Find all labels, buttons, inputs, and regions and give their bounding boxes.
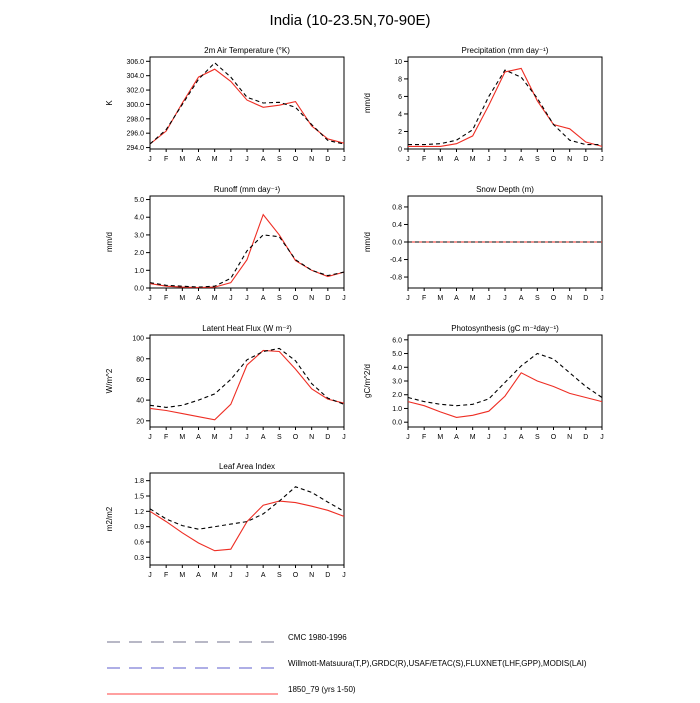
svg-text:J: J: [148, 434, 152, 441]
svg-text:F: F: [164, 156, 169, 163]
svg-text:W/m^2: W/m^2: [105, 368, 114, 394]
chart-canvas: [100, 183, 352, 307]
svg-text:0.0: 0.0: [392, 239, 402, 247]
svg-text:mm/d: mm/d: [363, 93, 372, 113]
svg-text:Photosynthesis (gC m⁻²day⁻¹): Photosynthesis (gC m⁻²day⁻¹): [451, 324, 559, 333]
svg-text:M: M: [211, 434, 218, 441]
svg-text:J: J: [487, 434, 491, 441]
svg-text:F: F: [164, 572, 169, 579]
svg-text:60: 60: [136, 376, 144, 384]
svg-text:M: M: [179, 295, 186, 302]
svg-text:2: 2: [398, 128, 402, 136]
svg-text:M: M: [179, 434, 186, 441]
svg-text:8: 8: [398, 76, 402, 84]
solid-line-swatch: [105, 685, 280, 693]
svg-text:M: M: [179, 572, 186, 579]
legend-item-1850-79: [105, 676, 587, 702]
svg-text:0.0: 0.0: [134, 285, 144, 293]
svg-text:0.9: 0.9: [134, 524, 144, 532]
svg-text:1.0: 1.0: [392, 405, 402, 413]
svg-text:J: J: [229, 572, 233, 579]
svg-text:J: J: [245, 156, 249, 163]
svg-text:J: J: [245, 572, 249, 579]
svg-text:0.8: 0.8: [392, 204, 402, 212]
svg-text:J: J: [245, 295, 249, 302]
svg-text:A: A: [518, 295, 524, 302]
svg-text:A: A: [196, 295, 201, 302]
svg-text:A: A: [260, 434, 266, 441]
svg-text:F: F: [422, 156, 427, 163]
svg-text:2m Air Temperature (°K): 2m Air Temperature (°K): [204, 46, 290, 55]
svg-text:D: D: [583, 295, 589, 302]
svg-text:mm/d: mm/d: [363, 232, 372, 252]
svg-text:6.0: 6.0: [392, 337, 402, 345]
legend: [105, 624, 587, 702]
svg-text:J: J: [406, 434, 410, 441]
svg-text:O: O: [292, 295, 299, 302]
chart-precipitation: [358, 44, 610, 168]
svg-text:N: N: [567, 156, 573, 163]
svg-text:0: 0: [398, 146, 402, 154]
svg-text:A: A: [518, 434, 524, 441]
svg-text:F: F: [164, 434, 169, 441]
svg-text:J: J: [600, 434, 604, 441]
svg-text:F: F: [422, 434, 427, 441]
svg-text:J: J: [342, 434, 346, 441]
svg-text:M: M: [437, 295, 444, 302]
svg-text:J: J: [148, 572, 152, 579]
chart-canvas: [100, 44, 352, 168]
dashed-line-swatch: [105, 659, 280, 667]
svg-text:J: J: [600, 295, 604, 302]
svg-text:J: J: [229, 434, 233, 441]
legend-label: CMC 1980-1996: [288, 632, 347, 642]
svg-text:J: J: [245, 434, 249, 441]
svg-text:F: F: [422, 295, 427, 302]
svg-text:S: S: [534, 434, 540, 441]
chart-canvas: [100, 460, 352, 584]
svg-text:1.8: 1.8: [134, 478, 144, 486]
svg-text:M: M: [469, 295, 476, 302]
svg-text:mm/d: mm/d: [105, 232, 114, 252]
svg-text:Precipitation (mm day⁻¹): Precipitation (mm day⁻¹): [461, 46, 549, 55]
svg-text:J: J: [229, 295, 233, 302]
svg-text:0.4: 0.4: [392, 221, 402, 229]
svg-text:N: N: [309, 156, 315, 163]
svg-text:4.0: 4.0: [392, 364, 402, 372]
svg-text:D: D: [325, 434, 331, 441]
svg-text:0.6: 0.6: [134, 539, 144, 547]
svg-text:N: N: [309, 572, 315, 579]
svg-text:296.0: 296.0: [126, 130, 144, 138]
svg-text:M: M: [211, 295, 218, 302]
dashed-line-swatch: [105, 633, 280, 641]
svg-text:m2/m2: m2/m2: [105, 506, 114, 532]
svg-text:A: A: [260, 295, 266, 302]
svg-text:J: J: [503, 295, 507, 302]
svg-text:M: M: [437, 156, 444, 163]
svg-text:A: A: [260, 156, 266, 163]
chart-photosynthesis: [358, 322, 610, 446]
svg-text:N: N: [309, 434, 315, 441]
svg-text:M: M: [469, 434, 476, 441]
svg-text:1.2: 1.2: [134, 508, 144, 516]
chart-runoff: [100, 183, 352, 307]
svg-text:M: M: [469, 156, 476, 163]
svg-text:O: O: [292, 572, 299, 579]
svg-text:A: A: [454, 434, 459, 441]
svg-text:1.0: 1.0: [134, 267, 144, 275]
svg-text:Snow Depth (m): Snow Depth (m): [476, 185, 534, 194]
svg-text:J: J: [487, 295, 491, 302]
svg-text:K: K: [105, 100, 114, 106]
svg-text:M: M: [211, 572, 218, 579]
legend-item-cmc: [105, 624, 587, 650]
svg-text:294.0: 294.0: [126, 145, 144, 153]
svg-text:A: A: [196, 156, 201, 163]
svg-text:M: M: [437, 434, 444, 441]
svg-text:gC/m^2/d: gC/m^2/d: [363, 364, 372, 398]
svg-text:D: D: [583, 156, 589, 163]
legend-item-willmott: [105, 650, 587, 676]
svg-text:N: N: [567, 434, 573, 441]
svg-text:0.3: 0.3: [134, 554, 144, 562]
svg-text:J: J: [342, 156, 346, 163]
svg-text:10: 10: [394, 58, 402, 66]
svg-text:J: J: [487, 156, 491, 163]
svg-text:J: J: [406, 156, 410, 163]
chart-leaf-area-index: [100, 460, 352, 584]
svg-text:40: 40: [136, 397, 144, 405]
svg-text:2.0: 2.0: [392, 392, 402, 400]
svg-text:J: J: [342, 295, 346, 302]
svg-text:Latent Heat Flux (W m⁻²): Latent Heat Flux (W m⁻²): [202, 324, 292, 333]
svg-text:S: S: [276, 156, 282, 163]
svg-text:Leaf Area Index: Leaf Area Index: [218, 462, 276, 471]
svg-text:5.0: 5.0: [134, 197, 144, 205]
svg-text:N: N: [309, 295, 315, 302]
svg-text:S: S: [534, 156, 540, 163]
svg-text:D: D: [583, 434, 589, 441]
svg-text:100: 100: [132, 335, 144, 343]
svg-text:D: D: [325, 572, 331, 579]
svg-text:J: J: [148, 156, 152, 163]
svg-text:A: A: [196, 572, 201, 579]
svg-text:4.0: 4.0: [134, 214, 144, 222]
svg-text:-0.4: -0.4: [389, 257, 402, 265]
svg-text:J: J: [342, 572, 346, 579]
svg-text:M: M: [179, 156, 186, 163]
svg-text:4: 4: [398, 111, 402, 119]
chart-canvas: [100, 322, 352, 446]
svg-text:A: A: [454, 156, 459, 163]
svg-text:304.0: 304.0: [126, 73, 144, 81]
svg-text:J: J: [503, 434, 507, 441]
svg-text:D: D: [325, 295, 331, 302]
page-title: India (10-23.5N,70-90E): [269, 12, 431, 29]
legend-label: Willmott-Matsuura(T,P),GRDC(R),USAF/ETAC(S),FLUXNET(LHF,GPP),MODIS(LAI): [288, 658, 587, 668]
svg-text:3.0: 3.0: [134, 232, 144, 240]
svg-text:O: O: [550, 295, 557, 302]
svg-text:Runoff (mm day⁻¹): Runoff (mm day⁻¹): [213, 185, 281, 194]
svg-text:3.0: 3.0: [392, 378, 402, 386]
chart-canvas: [358, 322, 610, 446]
svg-text:S: S: [534, 295, 540, 302]
svg-text:J: J: [229, 156, 233, 163]
svg-text:A: A: [260, 572, 266, 579]
svg-text:302.0: 302.0: [126, 87, 144, 95]
svg-text:O: O: [292, 434, 299, 441]
svg-text:-0.8: -0.8: [389, 274, 402, 282]
chart-canvas: [358, 44, 610, 168]
chart-canvas: [358, 183, 610, 307]
svg-text:J: J: [406, 295, 410, 302]
svg-text:20: 20: [136, 418, 144, 426]
svg-text:2.0: 2.0: [134, 250, 144, 258]
svg-text:5.0: 5.0: [392, 351, 402, 359]
svg-text:A: A: [518, 156, 524, 163]
svg-text:1.5: 1.5: [134, 493, 144, 501]
svg-text:S: S: [276, 572, 282, 579]
svg-text:306.0: 306.0: [126, 58, 144, 66]
svg-text:F: F: [164, 295, 169, 302]
svg-text:O: O: [550, 434, 557, 441]
legend-label: 1850_79 (yrs 1-50): [288, 684, 356, 694]
svg-text:6: 6: [398, 93, 402, 101]
chart-snow-depth: [358, 183, 610, 307]
svg-text:A: A: [196, 434, 201, 441]
chart-latent-heat-flux: [100, 322, 352, 446]
svg-text:D: D: [325, 156, 331, 163]
svg-text:J: J: [503, 156, 507, 163]
svg-text:A: A: [454, 295, 459, 302]
svg-text:0.0: 0.0: [392, 419, 402, 427]
svg-text:S: S: [276, 295, 282, 302]
chart-2m-air-temperature: [100, 44, 352, 168]
svg-text:S: S: [276, 434, 282, 441]
svg-text:80: 80: [136, 356, 144, 364]
svg-text:J: J: [148, 295, 152, 302]
svg-text:N: N: [567, 295, 573, 302]
svg-text:300.0: 300.0: [126, 101, 144, 109]
svg-text:298.0: 298.0: [126, 116, 144, 124]
svg-text:M: M: [211, 156, 218, 163]
svg-text:J: J: [600, 156, 604, 163]
svg-text:O: O: [292, 156, 299, 163]
svg-text:O: O: [550, 156, 557, 163]
